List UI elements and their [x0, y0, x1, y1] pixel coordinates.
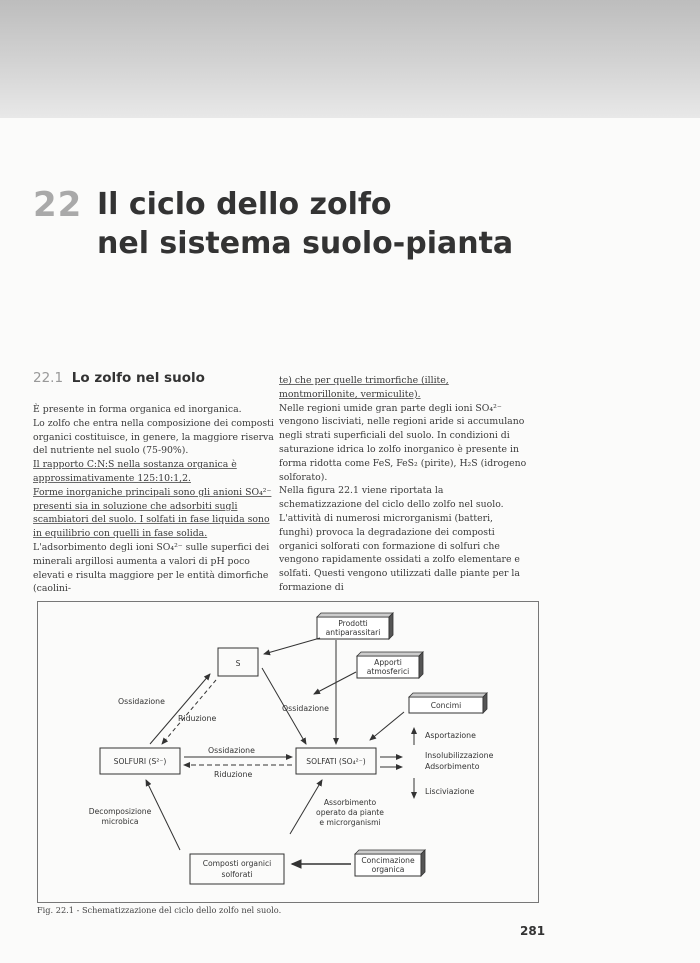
scan-background — [0, 0, 700, 120]
label-assorbimento-line1: Assorbimento — [323, 798, 377, 807]
arrow-concimi-to-solfati — [370, 712, 404, 740]
node-prodotti — [317, 613, 393, 639]
node-prodotti-line1: Prodotti — [338, 619, 368, 628]
label-lisciviazione: Lisciviazione — [425, 787, 475, 796]
label-adsorbimento: Adsorbimento — [425, 762, 480, 771]
arrow-s-to-solfuri — [162, 680, 216, 744]
node-concimazione-line1: Concimazione — [361, 856, 415, 865]
arrow-assorbimento — [290, 780, 322, 834]
node-solfuri-label: SOLFURI (S²⁻) — [113, 757, 167, 766]
diagram-svg — [38, 602, 538, 902]
node-concimi — [409, 693, 487, 713]
node-apporti — [357, 652, 423, 678]
label-assorbimento-line2: operato da piante — [316, 808, 384, 817]
label-riduzione-left: Riduzione — [178, 714, 217, 723]
node-prodotti-line2: antiparassitari — [325, 628, 381, 637]
label-riduzione-mid: Riduzione — [214, 770, 253, 779]
chapter-number: 22 — [33, 185, 83, 225]
node-composti-line1: Composti organici — [202, 859, 272, 868]
label-ossidazione-right: Ossidazione — [282, 704, 329, 713]
paragraph: È presente in forma organica ed inorganica. — [33, 404, 242, 415]
node-concimazione — [355, 850, 425, 876]
section-title: Lo zolfo nel suolo — [71, 370, 205, 386]
paragraph: L'attività di numerosi microrganismi (batteri, funghi) provoca la degradazione dei composti organici solforati con formazione di solfuri che vengono rapidamente ossidati a zolfo elementare e solfati. Questi vengono utilizzati dalle piante per la formazione di — [279, 512, 520, 593]
node-solfati-label: SOLFATI (SO₄²⁻) — [306, 757, 366, 766]
paragraph: L'adsorbimento degli ioni SO₄²⁻ sulle superfici dei minerali argillosi aumenta a valori di pH poco elevati e risulta maggiore per le entità dimorfiche (caolini- — [33, 541, 270, 595]
paragraph: te) che per quelle trimorfiche (illite, montmorillonite, vermiculite). — [279, 375, 449, 400]
node-concimazione-line2: organica — [371, 865, 405, 874]
paragraph: Lo zolfo che entra nella composizione dei composti organici costituisce, in genere, la maggiore riserva del nutriente nel suolo (75-90%). — [33, 417, 274, 457]
right-text-column — [279, 374, 529, 595]
section-number: 22.1 — [33, 370, 64, 386]
label-decomposizione-line1: Decomposizione — [88, 807, 152, 816]
paragraph: Nella figura 22.1 viene riportata la schematizzazione del ciclo dello zolfo nel suolo. — [279, 485, 504, 511]
node-s-label: S — [235, 659, 241, 668]
arrow-prodotti-to-s — [264, 638, 320, 654]
label-assorbimento-line3: e microrganismi — [319, 818, 381, 827]
label-ossidazione-mid: Ossidazione — [208, 746, 255, 755]
node-apporti-line1: Apporti — [374, 658, 402, 667]
label-decomposizione-line2: microbica — [101, 817, 139, 826]
page-number: 281 — [520, 924, 546, 938]
sulfur-cycle-diagram — [37, 601, 539, 903]
node-concimi-label: Concimi — [430, 701, 462, 710]
arrow-apporti-to-solfati — [314, 672, 356, 694]
chapter-title-line2: nel sistema suolo-pianta — [97, 226, 514, 261]
arrow-solfuri-to-s — [150, 674, 210, 744]
label-ossidazione-left: Ossidazione — [118, 697, 165, 706]
node-composti-line2: solforati — [221, 870, 253, 879]
left-text-column — [33, 403, 276, 596]
section-heading — [33, 370, 205, 386]
figure-caption: Fig. 22.1 - Schematizzazione del ciclo dello zolfo nel suolo. — [37, 905, 282, 915]
paragraph: Il rapporto C:N:S nella sostanza organica è approssimativamente 125:10:1,2. — [33, 459, 237, 484]
label-asportazione: Asportazione — [425, 731, 476, 740]
paragraph: Nelle regioni umide gran parte degli ioni SO₄²⁻ vengono lisciviati, nelle regioni aride si accumulano negli strati superficiali del suolo. In condizioni di saturazione idrica lo zolfo inorganico è presente in forma ridotta come FeS, FeS₂ (pirite), H₂S (idrogeno solforato). — [279, 402, 527, 483]
chapter-title-line1: Il ciclo dello zolfo — [97, 187, 392, 222]
node-apporti-line2: atmosferici — [366, 667, 410, 676]
paragraph: Forme inorganiche principali sono gli anioni SO₄²⁻ presenti sia in soluzione che adsorbiti sugli scambiatori del suolo. I solfati in fase liquida sono in equilibrio con quelli in fase solida. — [33, 486, 272, 540]
chapter-title — [97, 185, 513, 263]
label-insolubilizzazione: Insolubilizzazione — [425, 751, 494, 760]
